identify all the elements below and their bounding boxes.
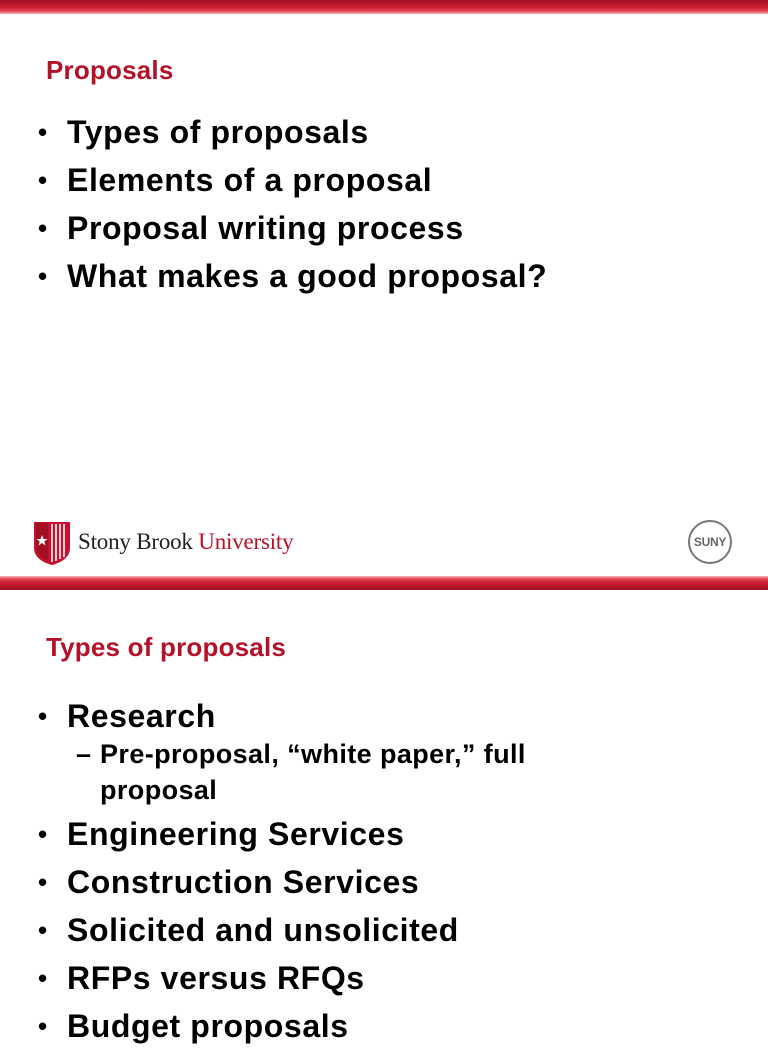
bullet-item: • Proposal writing process [38,210,464,246]
slide-title: Types of proposals [46,632,287,662]
bullet-item: • Research [38,698,216,734]
stony-brook-logo [32,518,293,566]
logo-name: Stony Brook [78,529,193,554]
bullet-list [38,692,526,1050]
bullet-item: • What makes a good proposal? [38,258,548,294]
logo-university: University [198,529,294,554]
slide-title: Proposals [46,55,174,85]
bullet-item: • Solicited and unsolicited [38,912,459,948]
bottom-red-band [0,576,768,590]
top-red-band [0,0,768,14]
bullet-item: • Construction Services [38,864,420,900]
slide-types-of-proposals [0,590,768,1044]
bullet-item: • RFPs versus RFQs [38,960,365,996]
shield-star-icon [32,518,72,566]
bullet-item: • Budget proposals [38,1008,349,1044]
bullet-item: • Types of proposals [38,114,369,150]
suny-logo: SUNY [688,520,732,564]
sub-bullet-item: – Pre-proposal, “white paper,” full proposal [76,739,526,805]
bullet-item: • Elements of a proposal [38,162,433,198]
bullet-item: • Engineering Services [38,816,405,852]
bullet-list [38,108,547,300]
